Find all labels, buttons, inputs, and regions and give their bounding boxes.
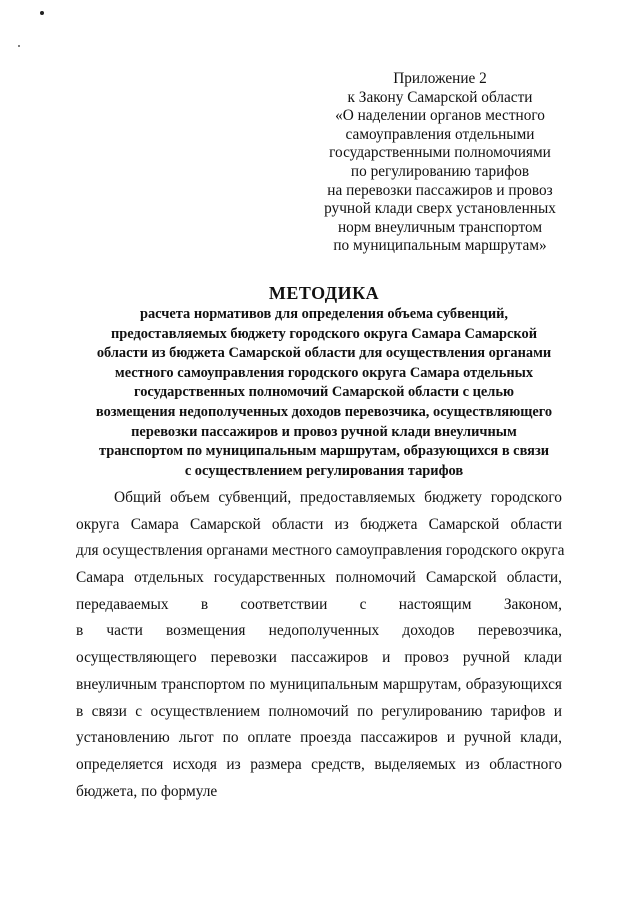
title-line: с осуществлением регулирования тарифов: [184, 462, 464, 479]
title-line: области из бюджета Самарской области для осуществления органами: [96, 345, 552, 362]
appendix-header: [320, 70, 560, 256]
body-line: установлению льгот по оплате проезда пассажиров и ручной клади,: [76, 729, 562, 747]
body-line: в связи с осуществлением полномочий по регулированию тарифов и: [76, 702, 562, 720]
body-line: внеуличным транспортом по муниципальным маршрутам, образующихся: [76, 675, 562, 693]
body-line: Общий объем субвенций, предоставляемых бюджету городского: [114, 489, 562, 506]
title-line: перевозки пассажиров и провоз ручной клади внеуличным: [131, 423, 517, 440]
body-line: бюджета, по формуле: [76, 782, 218, 800]
body-line: округа Самара Самарской области из бюджета Самарской области: [76, 515, 562, 533]
appendix-line: ручной клади сверх установленных: [324, 200, 556, 218]
appendix-line: по регулированию тарифов: [350, 162, 530, 180]
appendix-line: Приложение 2: [393, 70, 487, 87]
title-heading: МЕТОДИКА: [268, 283, 380, 303]
title-line: государственных полномочий Самарской области с целью: [134, 384, 514, 401]
title-line: транспортом по муниципальным маршрутам, образующихся в связи: [98, 443, 550, 460]
appendix-line: норм внеуличным транспортом: [337, 218, 543, 236]
title-line: расчета нормативов для определения объема субвенций,: [139, 306, 509, 322]
body-line: осуществляющего перевозки пассажиров и провоз ручной клади: [76, 649, 562, 667]
scan-speck: [18, 45, 20, 47]
body-line: Самара отдельных государственных полномочий Самарской области,: [76, 569, 562, 587]
appendix-line: по муниципальным маршрутам»: [333, 237, 547, 255]
appendix-line: к Закону Самарской области: [347, 88, 533, 106]
title-line: возмещения недополученных доходов перевозчика, осуществляющего: [95, 403, 553, 420]
scan-speck: [40, 11, 44, 15]
appendix-line: на перевозки пассажиров и провоз: [327, 181, 553, 199]
title-line: местного самоуправления городского округа Самара отдельных: [114, 364, 534, 381]
document-title: [66, 282, 582, 481]
body-line: определяется исходя из размера средств, выделяемых из областного: [76, 755, 562, 773]
body-paragraph: [76, 485, 565, 805]
body-line: передаваемых в соответствии с настоящим Законом,: [76, 595, 562, 613]
appendix-line: самоуправления отдельными: [345, 125, 535, 143]
body-line: для осуществления органами местного самоуправления городского округа: [76, 542, 565, 560]
body-line: в части возмещения недополученных доходов перевозчика,: [76, 622, 562, 640]
title-line: предоставляемых бюджету городского округа Самара Самарской: [110, 325, 538, 342]
appendix-line: государственными полномочиями: [329, 144, 551, 162]
appendix-line: «О наделении органов местного: [335, 107, 545, 125]
